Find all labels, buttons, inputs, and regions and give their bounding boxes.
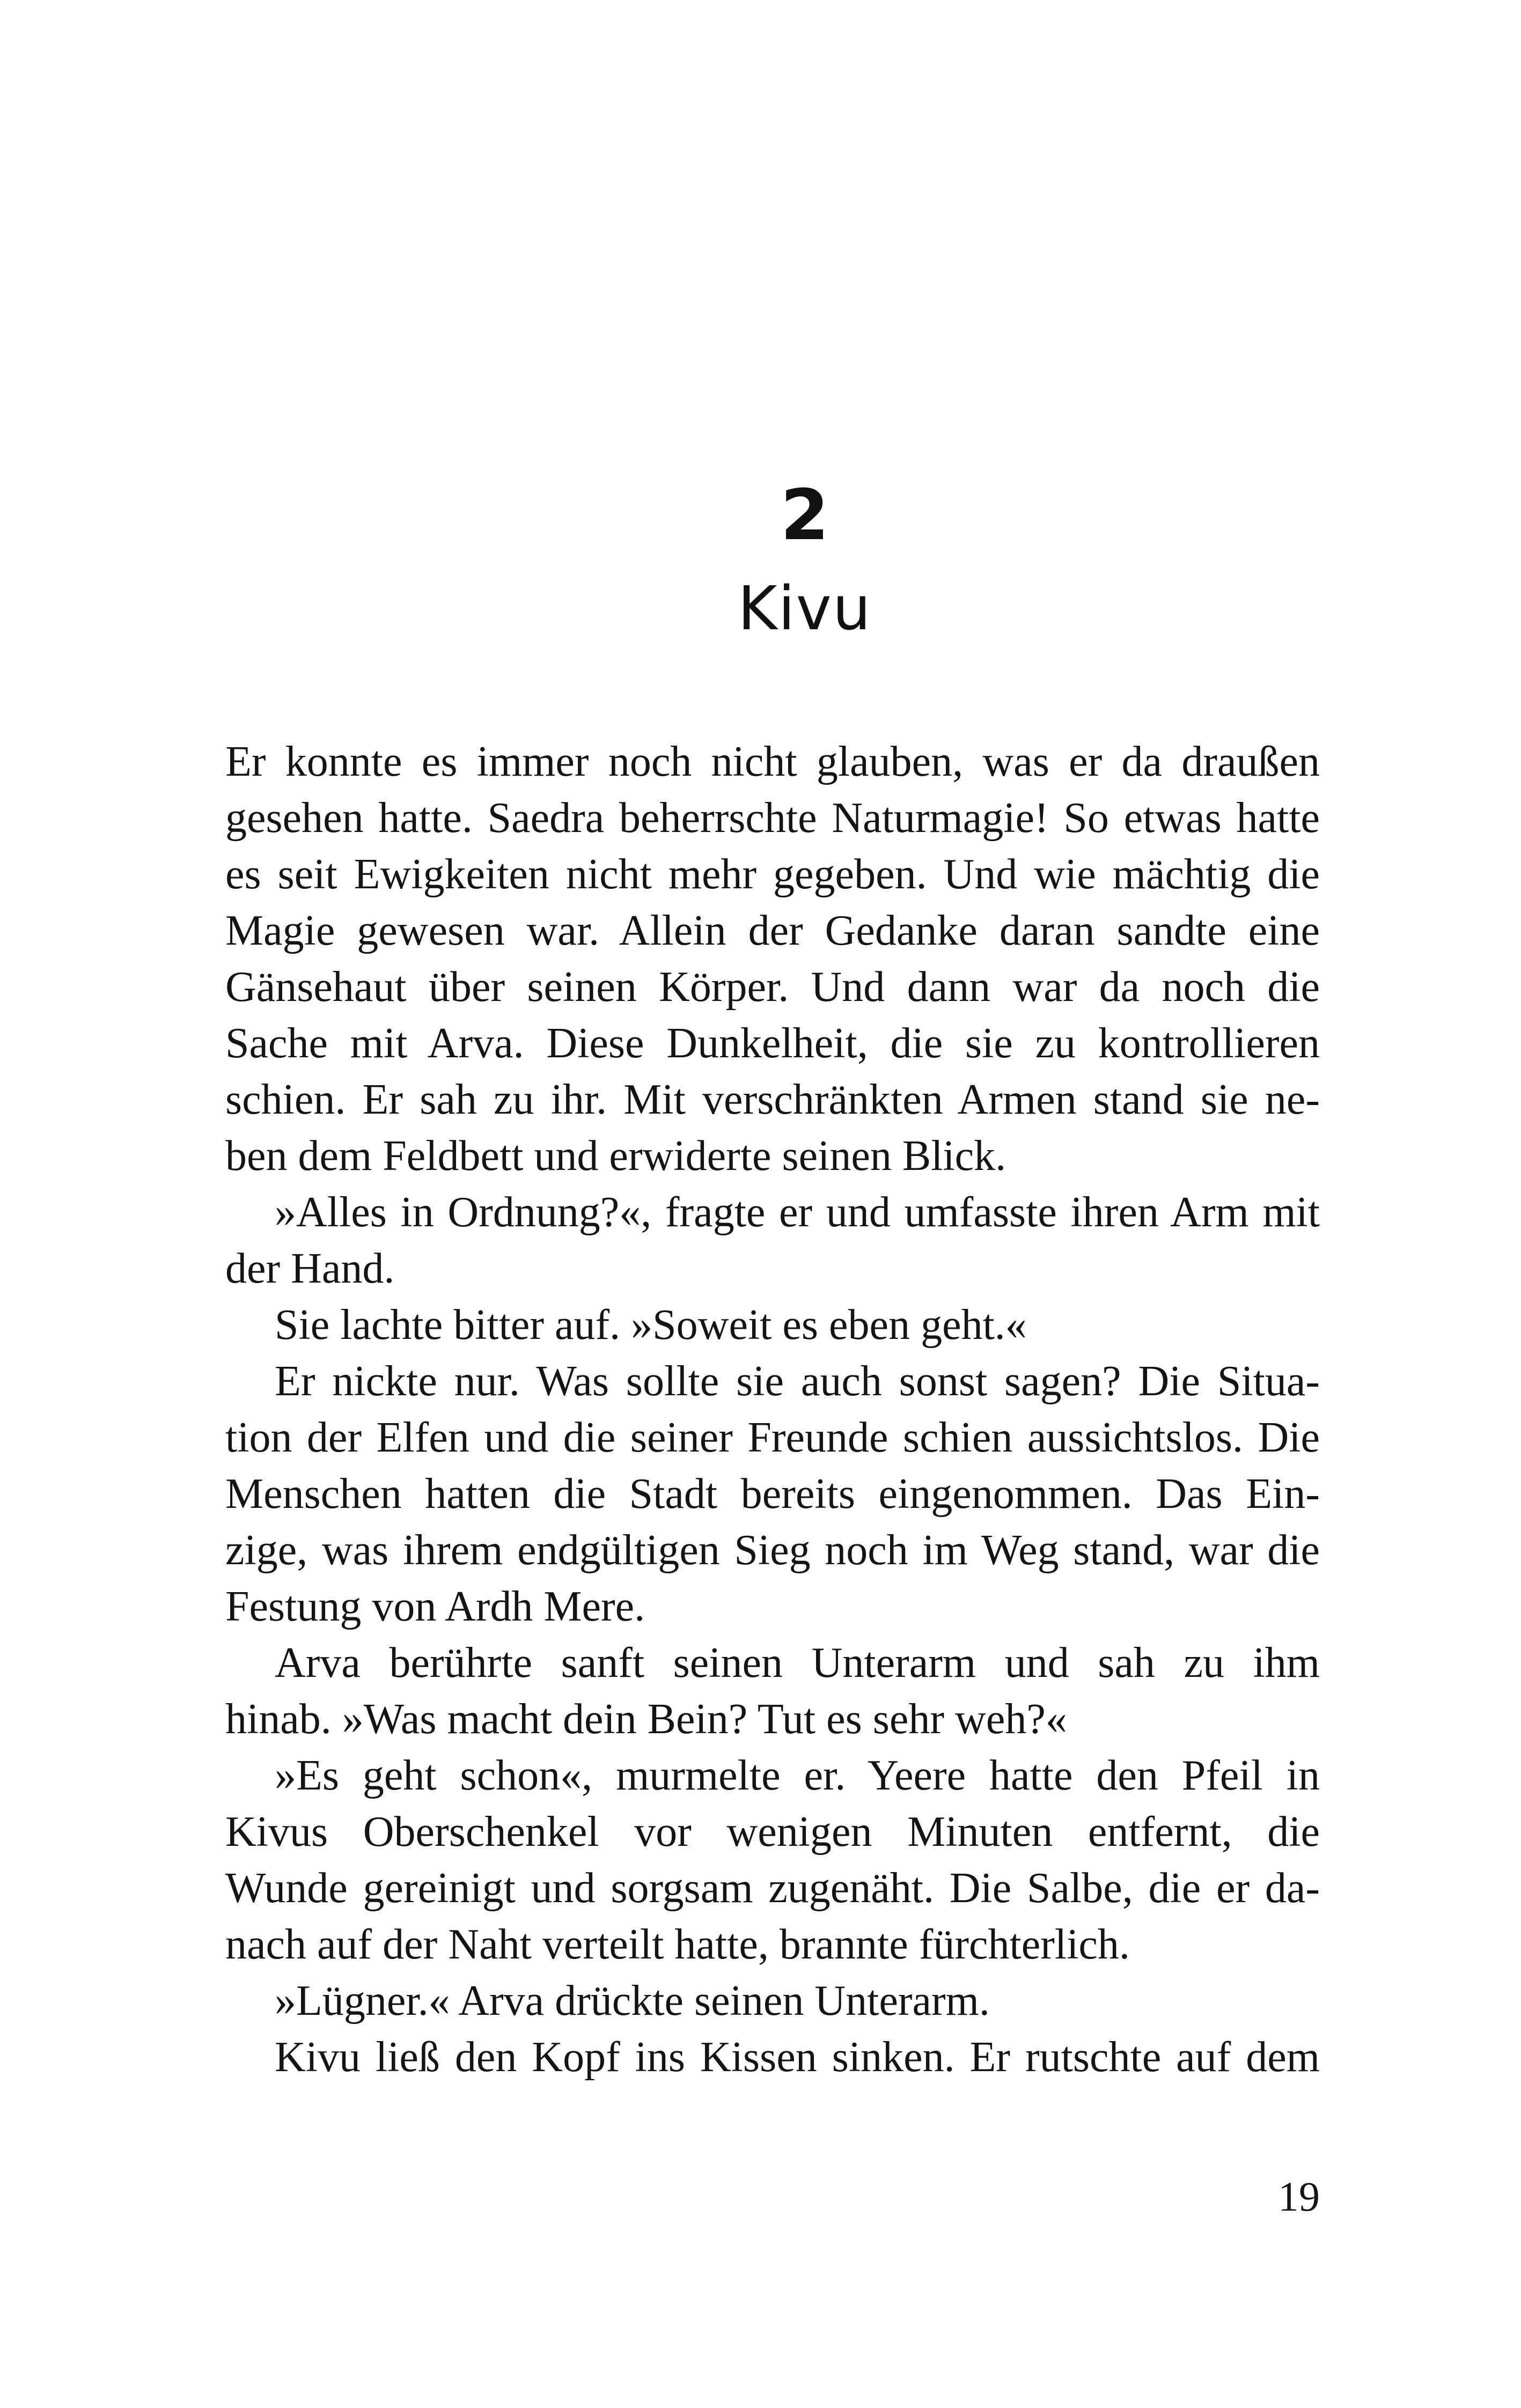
text-line: Festung von Ardh Mere. bbox=[225, 1583, 645, 1630]
text-line: Sie lachte bitter auf. »Soweit es eben geht.« bbox=[275, 1301, 1027, 1349]
page-number: 19 bbox=[1278, 2173, 1320, 2220]
text-line: nach auf der Naht verteilt hatte, brannte fürchterlich. bbox=[225, 1921, 1130, 1968]
text-line: Menschen hatten die Stadt bereits eingenommen. Das Ein- bbox=[225, 1470, 1320, 1518]
text-line: schien. Er sah zu ihr. Mit verschränkten Armen stand sie ne- bbox=[225, 1076, 1320, 1123]
text-line: Magie gewesen war. Allein der Gedanke daran sandte eine bbox=[225, 907, 1320, 954]
text-line: ben dem Feldbett und erwiderte seinen Blick. bbox=[225, 1132, 1006, 1180]
text-line: Wunde gereinigt und sorgsam zugenäht. Die Salbe, die er da- bbox=[225, 1865, 1320, 1912]
text-line: Sache mit Arva. Diese Dunkelheit, die sie zu kontrollieren bbox=[225, 1020, 1320, 1067]
text-line: der Hand. bbox=[225, 1245, 395, 1292]
text-line: es seit Ewigkeiten nicht mehr gegeben. Und wie mächtig die bbox=[225, 851, 1320, 898]
body-text bbox=[225, 734, 1320, 2086]
text-line: Er konnte es immer noch nicht glauben, was er da draußen bbox=[225, 738, 1320, 785]
text-line: Kivus Oberschenkel vor wenigen Minuten entfernt, die bbox=[225, 1808, 1320, 1855]
chapter-number: 2 bbox=[780, 474, 829, 556]
text-line: Gänsehaut über seinen Körper. Und dann war da noch die bbox=[225, 963, 1320, 1011]
text-line: hinab. »Was macht dein Bein? Tut es sehr weh?« bbox=[225, 1696, 1067, 1743]
text-line: gesehen hatte. Saedra beherrschte Naturmagie! So etwas hatte bbox=[225, 794, 1320, 842]
text-line: Kivu ließ den Kopf ins Kissen sinken. Er rutschte auf dem bbox=[275, 2034, 1320, 2081]
text-line: Er nickte nur. Was sollte sie auch sonst sagen? Die Situa- bbox=[275, 1358, 1320, 1405]
text-line: tion der Elfen und die seiner Freunde schien aussichtslos. Die bbox=[225, 1414, 1320, 1461]
text-line: zige, was ihrem endgültigen Sieg noch im Weg stand, war die bbox=[225, 1527, 1320, 1574]
chapter-title: Kivu bbox=[738, 574, 872, 644]
text-line: »Lügner.« Arva drückte seinen Unterarm. bbox=[275, 1977, 990, 2024]
text-line: Arva berührte sanft seinen Unterarm und sah zu ihm bbox=[275, 1639, 1320, 1687]
text-line: »Alles in Ordnung?«, fragte er und umfasste ihren Arm mit bbox=[275, 1189, 1320, 1236]
text-line: »Es geht schon«, murmelte er. Yeere hatte den Pfeil in bbox=[275, 1752, 1320, 1799]
